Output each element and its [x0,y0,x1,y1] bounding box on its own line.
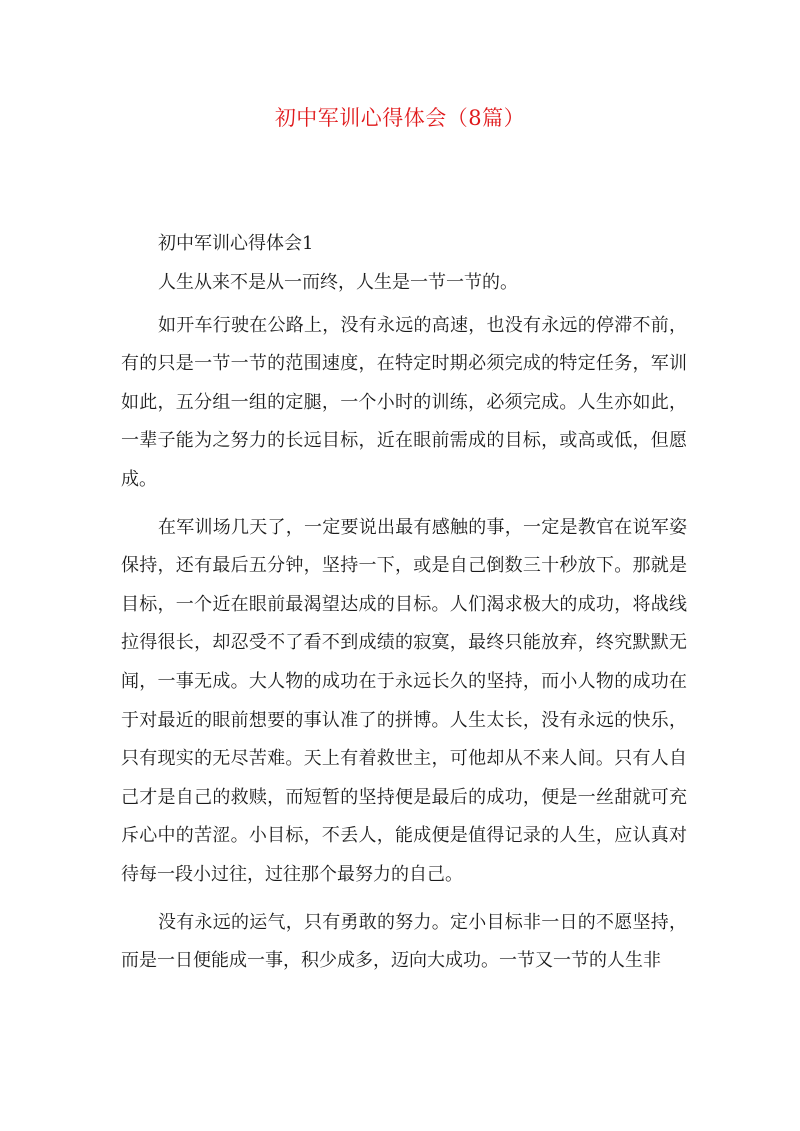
paragraph-4: 没有永远的运气，只有勇敢的努力。定小目标非一日的不愿坚持，而是一日便能成一事，积少成多，迈向大成功。一节又一节的人生非 [121,911,687,972]
paragraph-3: 在军训场几天了，一定要说出最有感触的事，一定是教官在说军姿保持，还有最后五分钟，坚持一下，或是自己倒数三十秒放下。那就是目标，一个近在眼前最渴望达成的目标。人们渴求极大的成功，将战线拉得很长，却忍受不了看不到成绩的寂寞，最终只能放弃，终究默默无闻，一事无成。大人物的成功在于永远长久的坚持，而小人物的成功在于对最近的眼前想要的事认准了的拼博。人生太长，没有永远的快乐，只有现实的无尽苦难。天上有着救世主，可他却从不来人间。只有人自己才是自己的救赎，而短暂的坚持便是最后的成功，便是一丝甜就可充斥心中的苦涩。小目标，不丢人，能成便是值得记录的人生，应认真对待每一段小过往，过往那个最努力的自己。 [121,516,687,885]
document-body [121,226,687,990]
section-heading: 初中军训心得体会1 [158,233,314,254]
document-title: 初中军训心得体会（8篇） [274,106,526,130]
paragraph-2: 如开车行驶在公路上，没有永远的高速，也没有永远的停滞不前，有的只是一节一节的范围速度，在特定时期必须完成的特定任务，军训如此，五分组一组的定腿，一个小时的训练，必须完成。人生亦如此，一辈子能为之努力的长远目标，近在眼前需成的目标，或高或低，但愿成。 [121,314,687,490]
paragraph-1: 人生从来不是从一而终，人生是一节一节的。 [158,272,518,293]
